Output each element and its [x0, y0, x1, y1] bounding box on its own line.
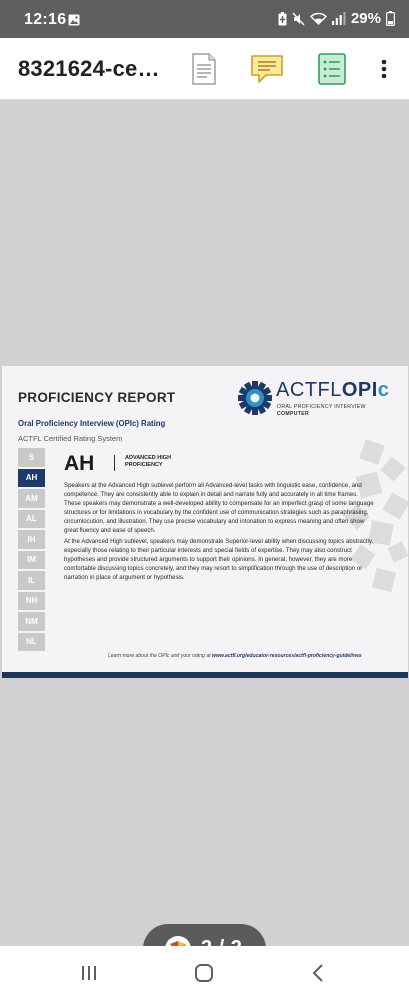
- recents-button[interactable]: [74, 960, 104, 986]
- rating-name-line2: PROFICIENCY: [125, 462, 163, 468]
- back-icon: [311, 963, 325, 983]
- footer-link[interactable]: www.actfl.org/educator-resources/actfl-proficiency-guidelines: [211, 653, 362, 659]
- outline-button[interactable]: [314, 51, 350, 87]
- logo-c: c: [377, 379, 390, 401]
- footer-text: Learn more about the OPIc and your rating at: [108, 653, 212, 659]
- list-icon: [318, 53, 346, 85]
- rating-system: ACTFL Certified Rating System: [18, 434, 123, 443]
- level-scale: [18, 448, 46, 653]
- level-am: AM: [18, 489, 45, 508]
- battery-icon: [386, 11, 395, 26]
- level-s: S: [18, 448, 45, 467]
- file-title: 8321624-ce…: [18, 56, 160, 81]
- logo-subtitle: ORAL PROFICIENCY INTERVIEW: [277, 404, 366, 410]
- document-view-button[interactable]: [186, 51, 222, 87]
- wifi-icon: [310, 12, 327, 25]
- logo-actfl: ACTFL: [276, 379, 342, 401]
- status-bar: [0, 0, 409, 38]
- mute-icon: [292, 12, 305, 26]
- more-vert-icon: [381, 59, 387, 79]
- recents-icon: [80, 964, 98, 982]
- level-ih: IH: [18, 530, 45, 549]
- home-icon: [194, 963, 214, 983]
- rating-description: [64, 482, 374, 586]
- logo-subtitle-computer: COMPUTER: [277, 411, 310, 417]
- home-button[interactable]: [189, 960, 219, 986]
- level-al: AL: [18, 510, 45, 529]
- rating-code: AH: [64, 452, 95, 475]
- level-il: IL: [18, 571, 45, 590]
- comments-button[interactable]: [249, 51, 285, 87]
- signal-icon: [332, 12, 346, 25]
- report-subtitle: Oral Proficiency Interview (OPIc) Rating: [18, 419, 166, 428]
- status-time: 12:16: [24, 11, 67, 28]
- battery-text: 29%: [350, 10, 381, 27]
- status-icons: [278, 10, 395, 27]
- logo-opi: OPI: [341, 379, 378, 401]
- description-paragraph-1: Speakers at the Advanced High sublevel perform all Advanced-level tasks with linguistic ease, confidence, and competence. They are consistently able to explain in detail and narrate fully and accurately in all time frames. These speakers may demonstrate a well-developed ability to compensate for an imperfect grasp of some language structures or for limitations in vocabulary by the confident use of communication strategies such as paraphrasing, circumlocution, and illustration. They use precise vocabulary and intonation to express meaning and often show great fluency and ease of speech.: [64, 482, 374, 534]
- rating-name: [125, 455, 185, 469]
- back-button[interactable]: [303, 960, 333, 986]
- level-nh: NH: [18, 592, 45, 611]
- comment-icon: [250, 54, 284, 84]
- level-ah: AH: [18, 469, 45, 488]
- document-icon: [191, 53, 217, 85]
- report-title: PROFICIENCY REPORT: [18, 390, 176, 405]
- actfl-logo-icon: [238, 381, 272, 415]
- logo-wordmark: [276, 379, 389, 402]
- document-page[interactable]: [2, 366, 408, 678]
- document-viewer[interactable]: [0, 101, 409, 946]
- footer-note: [108, 653, 362, 659]
- description-paragraph-2: At the Advanced High sublevel, speakers may demonstrate Superior-level ability when discussing topics abstractly, especially those relating to their particular interests and special fields of expertise. They may also construct hypotheses and provide structured arguments to support their opinions. In general, however, they are more comfortable discussing topics concretely, and they may resort to simplification through the use of description or narration in place of argument or hypothesis.: [64, 538, 374, 582]
- image-icon: [68, 13, 80, 25]
- level-im: IM: [18, 551, 45, 570]
- battery-saver-icon: [278, 12, 287, 26]
- navigation-bar: [0, 946, 409, 1000]
- app-bar: [0, 38, 409, 100]
- level-nm: NM: [18, 612, 45, 631]
- rating-name-line1: ADVANCED HIGH: [125, 455, 172, 461]
- more-options-button[interactable]: [370, 51, 398, 87]
- level-nl: NL: [18, 633, 45, 652]
- rating-divider: [114, 455, 115, 471]
